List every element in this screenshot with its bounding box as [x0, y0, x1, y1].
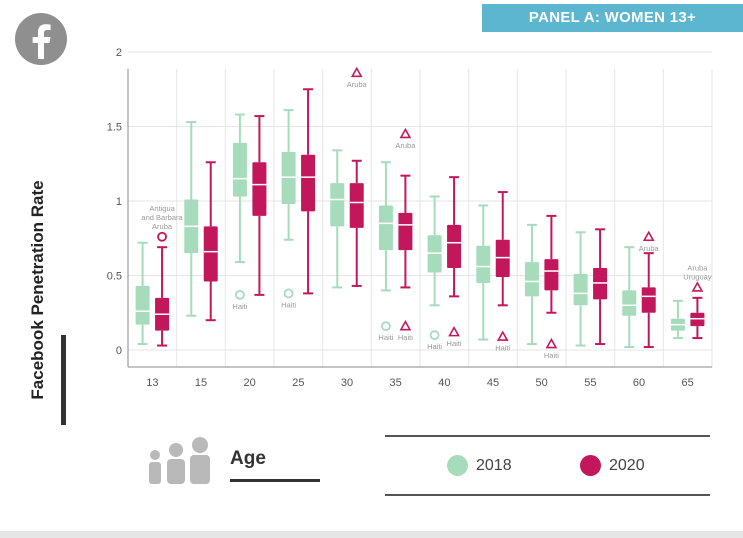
box-2018-55	[574, 274, 588, 305]
x-tick-label: 55	[584, 377, 597, 389]
panel-title: PANEL A: WOMEN 13+	[528, 9, 697, 26]
outlier-label: Haiti	[281, 300, 297, 310]
outlier-triangle	[693, 283, 702, 291]
box-2018-20	[233, 143, 247, 197]
outlier-label: Haiti	[378, 333, 394, 343]
box-2020-15	[204, 226, 218, 281]
box-2020-30	[350, 183, 364, 228]
outlier-label: and Barbara	[141, 212, 183, 222]
outlier-triangle	[498, 332, 507, 340]
box-2018-30	[330, 183, 344, 226]
box-2020-20	[252, 162, 266, 216]
x-tick-label: 25	[292, 377, 305, 389]
box-2020-60	[642, 287, 656, 312]
outlier-circle	[285, 289, 293, 297]
outlier-label: Aruba	[395, 140, 416, 150]
outlier-label: Aruba	[346, 79, 367, 89]
legend-dot-2020	[580, 455, 601, 476]
outlier-label: Aruba	[687, 263, 708, 273]
outlier-label: Aruba	[638, 243, 659, 253]
x-tick-label: 13	[146, 377, 159, 389]
box-2018-50	[525, 262, 539, 296]
y-tick-label: 1	[115, 196, 122, 208]
outlier-label: Haiti	[427, 342, 443, 352]
outlier-label: Aruba	[152, 221, 173, 231]
box-2020-25	[301, 155, 315, 212]
legend-divider-top	[385, 435, 710, 437]
x-axis-label: Age	[230, 448, 266, 469]
outlier-triangle	[450, 328, 459, 336]
outlier-triangle	[547, 340, 556, 348]
people-icon	[147, 436, 213, 486]
x-tick-label: 20	[243, 377, 256, 389]
outlier-label: Haiti	[397, 333, 413, 343]
box-2018-45	[476, 246, 490, 283]
footer-bar	[0, 531, 743, 538]
outlier-circle	[158, 233, 166, 241]
x-tick-label: 40	[438, 377, 451, 389]
y-tick-label: 2	[115, 47, 122, 59]
outlier-label: Haiti	[495, 343, 511, 353]
outlier-label: Antigua	[149, 203, 175, 213]
y-axis-label: Facebook Penetration Rate	[28, 180, 47, 400]
y-tick-label: 0	[115, 345, 122, 357]
x-tick-label: 30	[340, 377, 354, 389]
x-tick-label: 35	[389, 377, 402, 389]
outlier-triangle	[401, 322, 410, 330]
outlier-label: Haiti	[543, 351, 559, 361]
box-2020-35	[398, 213, 412, 250]
outlier-triangle	[644, 232, 653, 240]
y-tick-label: 1.5	[106, 121, 122, 134]
legend-label-2020: 2020	[609, 457, 645, 474]
outlier-circle	[431, 331, 439, 339]
x-tick-label: 45	[486, 377, 500, 389]
x-axis-label-underline	[230, 479, 320, 482]
box-2018-60	[622, 290, 636, 315]
y-tick-label: 0.5	[106, 270, 122, 283]
x-tick-label: 65	[681, 377, 694, 389]
outlier-label: Haiti	[446, 339, 462, 349]
x-tick-label: 15	[194, 377, 208, 389]
outlier-triangle	[401, 129, 410, 137]
outlier-circle	[236, 291, 244, 299]
x-tick-label: 50	[535, 377, 548, 389]
outlier-label: Haiti	[232, 301, 248, 311]
legend-divider-bottom	[385, 494, 710, 496]
box-2020-50	[544, 259, 558, 290]
x-tick-label: 60	[632, 377, 646, 389]
box-2018-35	[379, 205, 393, 250]
box-2020-40	[447, 225, 461, 268]
legend-label-2018: 2018	[476, 457, 512, 474]
outlier-triangle	[352, 68, 361, 76]
legend-dot-2018	[447, 455, 468, 476]
outlier-label: Uruguay	[683, 272, 712, 282]
outlier-circle	[382, 322, 390, 330]
box-2018-13	[136, 286, 150, 325]
